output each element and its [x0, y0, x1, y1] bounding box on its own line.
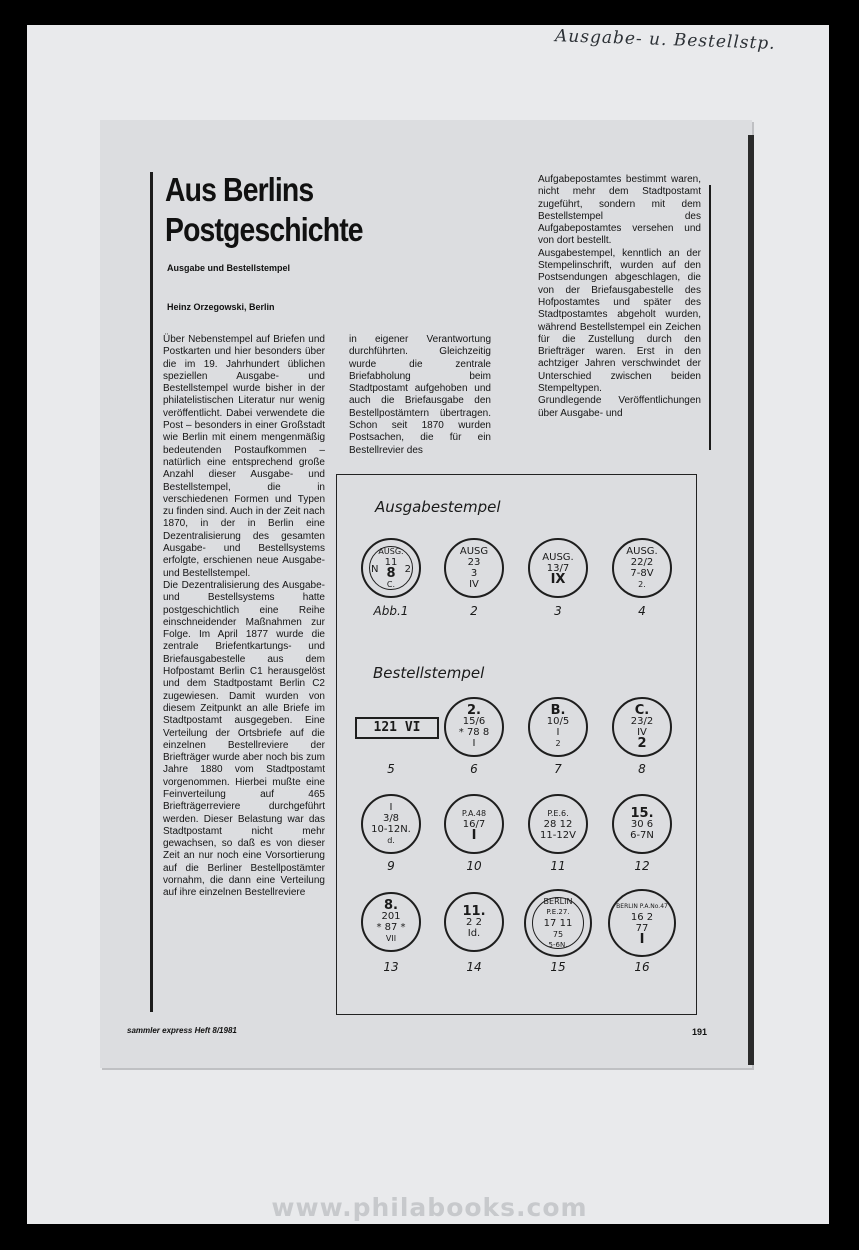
- figure-caption-15: 15: [550, 960, 566, 974]
- postmark-16: [608, 889, 676, 957]
- postmark-text: Id.: [467, 927, 481, 939]
- postmark-text: BERLIN: [543, 896, 573, 906]
- figure-caption-16: 16: [634, 960, 650, 974]
- postmark-text: IX: [550, 571, 566, 587]
- paragraph: Über Nebenstempel auf Briefen und Postkarten und hier besonders über die im 19. Jahrhundert üblichen speziellen Ausgabe- und Bestellstempel wurde bisher in der philatelistischen Literatur nur wenig veröffentlicht. Dabei verwendete die Post – besonders in einer Großstadt wie Berlin mit einem mengenmäßig bedeutenden Postaufkommen – natürlich eine entsprechend große Anzahl dieser Ausgabe- und Bestellstempel, die in verschiedenen Formen und Typen zu finden sind. Auch in der Zeit nach 1870, in der in Berlin eine Dezentralisierung des gesamten Ausgabe- und Bestellsystems erfolgte, erschienen neue Ausgabe- und Bestellstempel.: [163, 334, 325, 579]
- postmark-text: 8.: [384, 898, 398, 913]
- postmark-text: 13/7: [546, 562, 570, 574]
- postmark-text: 11: [384, 557, 398, 568]
- postmark-text: 5-6N.: [548, 940, 568, 949]
- paragraph: Die Dezentralisierung des Ausgabe- und Bestellsystems hatte postgeschichtlich eine Reihe einschneidender Maßnahmen zur Folge. Im April 1877 wurde die zentrale Briefentkartungs- und Briefausgabestelle aus dem Hofpostamt Berlin C1 herausgelöst und dem Stadtpostamt Berlin C2 zugewiesen. Damit wurden von diesem Zeitpunkt an alle Briefe im Stadtpostamt ausgegeben. Eine Verteilung der Ortsbriefe auf die einzelnen Bestellreviere der Briefträger wurde aber noch bis zum Jahre 1880 vom Stadtpostamt vorgenommen. Hierbei mußte eine Feinverteilung auf 465 Briefträgerreviere durchgeführt werden. Dieser Belastung war das Stadtpostamt nicht mehr gewachsen, so daß es von dieser Zeit an nur noch eine Vorsortierung auf die Berliner Bestellpostämter vornahm, die dann eine Verteilung auf ihre einzelnen Bestellreviere: [163, 579, 325, 899]
- postmark-text: 77: [635, 923, 649, 934]
- figure-caption-11: 11: [550, 859, 566, 873]
- clipping-edge-shadow: [748, 135, 754, 1065]
- postmark-text: 16/7: [462, 818, 486, 830]
- postmark-text: 2 2: [466, 916, 482, 928]
- postmark-10: [444, 794, 504, 854]
- postmark-text: 2: [555, 739, 561, 748]
- text-column-3: [538, 174, 701, 420]
- figure-caption-10: 10: [466, 859, 482, 873]
- postmark-text: 15/6: [462, 716, 486, 727]
- figure-caption-6: 6: [470, 762, 478, 776]
- right-rule: [709, 185, 711, 450]
- postmark-text: 23/2: [630, 716, 654, 727]
- postmark-text: * 87 *: [376, 922, 406, 933]
- postmark-text: 2: [637, 736, 647, 751]
- figure-caption-3: 3: [554, 604, 562, 618]
- postmark-2: [444, 538, 504, 598]
- postmark-text: P.A.48: [461, 808, 487, 818]
- postmark-text: 75: [552, 929, 564, 939]
- paragraph: Ausgabestempel, kenntlich an der Stempelinschrift, wurden auf den Postsendungen abgeschlagen, die von der Briefausgabestelle des Hofpostamtes und später des Stadtpostamtes abgeholt wurden, während Bestellstempel ein Zeichen für die Zustellung durch den Briefträger waren. Erst in den achtziger Jahren verschwindet der Unterschied zwischen beiden Stempeltypen.: [538, 247, 701, 395]
- postmark-text: AUSG.: [542, 551, 574, 563]
- watermark: www.philabooks.com: [271, 1193, 588, 1222]
- postmark-15: [524, 889, 592, 957]
- postmark-text: 3/8: [382, 813, 400, 824]
- postmark-text: 28 12: [543, 818, 573, 830]
- postmark-text: C.: [386, 580, 396, 589]
- postmark-text: B.: [550, 703, 566, 718]
- handwritten-note: Ausgabe- u. Bestellstp.: [554, 26, 776, 54]
- postmark-7: [528, 697, 588, 757]
- paragraph: Aufgabepostamtes bestimmt waren, nicht mehr dem Stadtpostamt zugeführt, sondern mit dem Bestellstempel des Aufgabepostamtes versehen und von dort bestellt.: [538, 174, 701, 247]
- postmark-text: AUSG.: [378, 547, 404, 556]
- postmark-8: [612, 697, 672, 757]
- text-column-1: [163, 334, 325, 900]
- article-author: Heinz Orzegowski, Berlin: [167, 302, 275, 312]
- text-column-2: [349, 334, 491, 457]
- figure-heading-ausgabestempel: Ausgabestempel: [375, 498, 501, 516]
- paragraph: in eigener Verantwortung durchführten. Gleichzeitig wurde die zentrale Briefabholung beim Stadtpostamt aufgehoben und auch die Briefausgabe den Bestellpostämtern übertragen. Schon seit 1870 wurden Postsachen, die für ein Bestellrevier des: [349, 334, 491, 456]
- postmark-text: 8: [386, 566, 396, 581]
- postmark-text: I: [471, 827, 477, 843]
- postmark-text: 10/5: [546, 716, 570, 727]
- figure-heading-bestellstempel: Bestellstempel: [373, 664, 485, 682]
- postmark-14: [444, 892, 504, 952]
- postmark-text: 17 11: [543, 917, 573, 929]
- postmark-text: 3: [470, 568, 478, 579]
- postmark-11: [528, 794, 588, 854]
- figure-caption-14: 14: [466, 960, 482, 974]
- postmark-text: 30 6: [630, 818, 654, 830]
- postmark-text: 7-8V: [630, 568, 654, 579]
- postmark-text: AUSG: [459, 546, 489, 557]
- postmark-3: [528, 538, 588, 598]
- postmark-text: 22/2: [630, 557, 654, 568]
- postmark-text: 6-7N: [630, 829, 654, 841]
- left-rule: [150, 172, 153, 1012]
- postmark-text: I: [556, 727, 560, 738]
- postmark-text: d.: [387, 836, 395, 845]
- postmark-text: IV: [469, 579, 479, 590]
- postmark-side-left: N: [371, 564, 379, 575]
- postmark-text: 201: [381, 911, 401, 922]
- footer-page-number: 191: [692, 1027, 708, 1037]
- figure-caption-4: 4: [638, 604, 646, 618]
- figure-caption-8: 8: [638, 762, 646, 776]
- figure-caption-9: 9: [387, 859, 395, 873]
- postmark-text: IV: [637, 727, 647, 738]
- paragraph: Grundlegende Veröffentlichungen über Ausgabe- und: [538, 395, 701, 419]
- postmark-text: 16 2: [630, 912, 654, 923]
- postmark-text: BERLIN P.A.No.47: [616, 903, 668, 910]
- postmark-text: 2.: [638, 580, 646, 589]
- postmark-text: I: [472, 738, 476, 749]
- postmark-text: VII: [385, 934, 397, 943]
- postmark-text: 11-12V: [540, 829, 576, 841]
- postmark-text: 10-12N.: [371, 824, 411, 835]
- postmark-side-right: 2: [404, 564, 411, 575]
- postmark-text: P.E.27.: [546, 907, 570, 916]
- postmark-text: 15.: [630, 805, 654, 821]
- figure-caption-1: Abb.1: [373, 604, 409, 618]
- postmark-text: P.E.6.: [547, 808, 569, 818]
- postmark-6: [444, 697, 504, 757]
- postmark-text: 23: [467, 557, 481, 568]
- postmark-13: [361, 892, 421, 952]
- title-line-2: Postgeschichte: [165, 211, 363, 248]
- postmark-text: AUSG.: [626, 546, 658, 557]
- box-postmark-5: 121 VI: [355, 717, 439, 739]
- figure-caption-12: 12: [634, 859, 650, 873]
- title-line-1: Aus Berlins: [165, 171, 314, 208]
- postmark-text: C.: [634, 703, 650, 718]
- postmark-9: [361, 794, 421, 854]
- postmark-text: 2.: [467, 703, 481, 718]
- figure-caption-5: 5: [387, 762, 395, 776]
- article-title: [165, 170, 389, 250]
- postmark-text: I: [389, 802, 393, 813]
- postmark-12: [612, 794, 672, 854]
- postmark-4: [612, 538, 672, 598]
- postmark-1: [361, 538, 421, 598]
- postmark-text: * 78 8: [458, 727, 490, 738]
- postmark-text: 11.: [462, 903, 486, 919]
- figure-caption-7: 7: [554, 762, 562, 776]
- footer-magazine: sammler express Heft 8/1981: [127, 1026, 237, 1035]
- article-subtitle: Ausgabe und Bestellstempel: [167, 263, 291, 273]
- figure-caption-2: 2: [470, 604, 478, 618]
- figure-caption-13: 13: [383, 960, 399, 974]
- postmark-text: I: [639, 932, 645, 947]
